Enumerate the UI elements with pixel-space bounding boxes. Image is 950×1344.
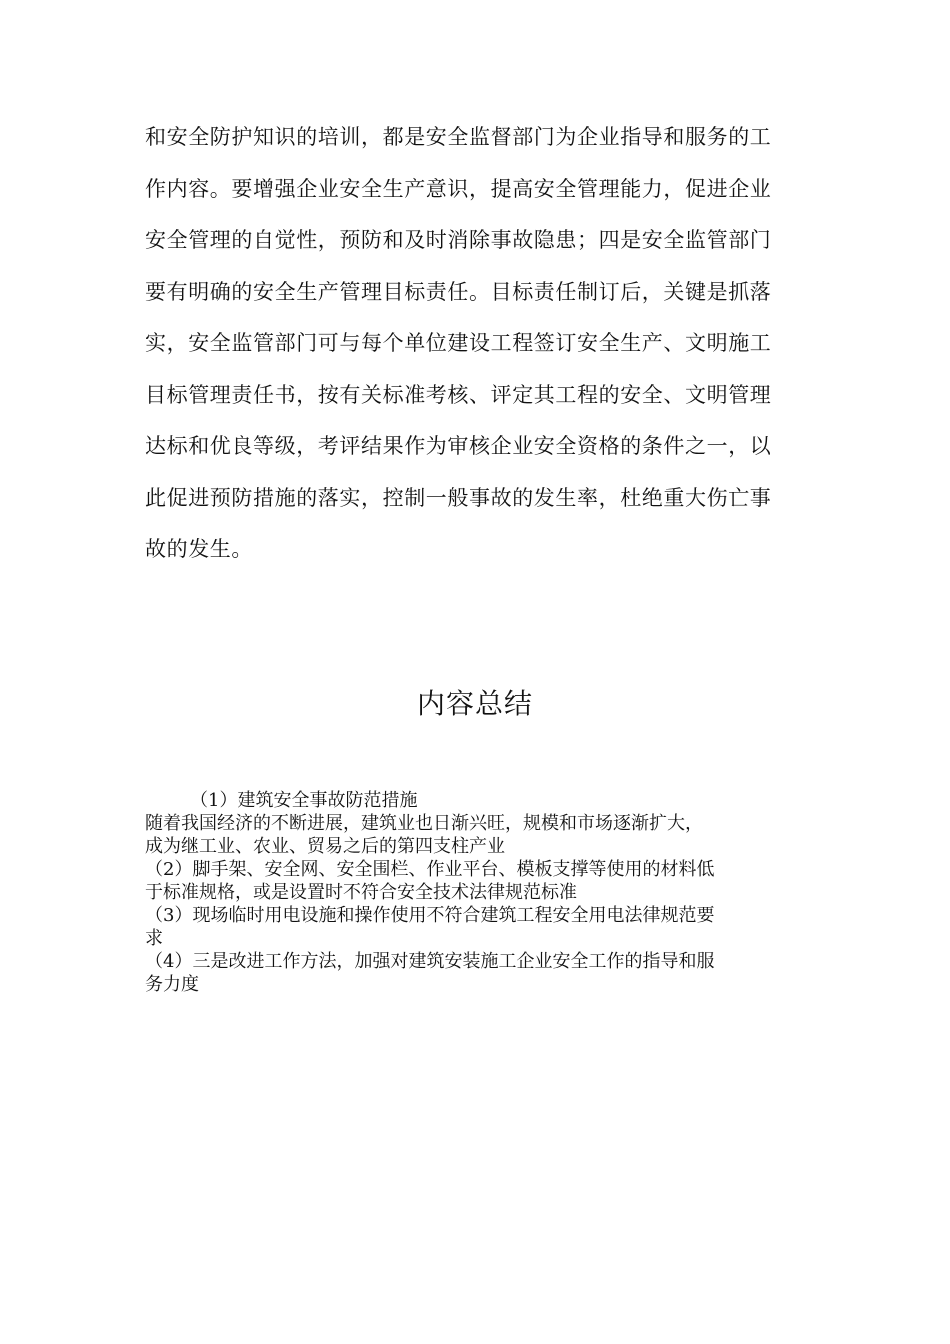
body-line: 此促进预防措施的落实，控制一般事故的发生率，杜绝重大伤亡事 [145,485,772,510]
body-line: 和安全防护知识的培训，都是安全监督部门为企业指导和服务的工 [145,125,772,149]
summary-line: 务力度 [145,974,199,995]
body-line: 达标和优良等级，考评结果作为审核企业安全资格的条件之一，以 [145,434,772,458]
summary-section [145,789,805,996]
body-paragraph [145,112,795,576]
body-line: 实，安全监管部门可与每个单位建设工程签订安全生产、文明施工 [145,331,772,355]
body-line: 要有明确的安全生产管理目标责任。目标责任制订后，关键是抓落 [145,279,772,304]
body-line: 故的发生。 [145,537,253,561]
body-line: 安全管理的自觉性，预防和及时消除事故隐患；四是安全监管部门 [145,228,772,252]
summary-line: （1）建筑安全事故防范措施 [190,790,418,811]
body-line: 作内容。要增强企业安全生产意识，提高安全管理能力，促进企业 [145,176,772,201]
summary-line: 求 [145,928,163,949]
summary-line: 随着我国经济的不断进展，建筑业也日渐兴旺，规模和市场逐渐扩大， [145,813,703,834]
summary-line: （3）现场临时用电设施和操作使用不符合建筑工程安全用电法律规范要 [145,905,715,926]
summary-line: 于标准规格，或是设置时不符合安全技术法律规范标准 [145,882,577,903]
summary-line: 成为继工业、农业、贸易之后的第四支柱产业 [145,836,505,857]
summary-title: 内容总结 [416,687,533,720]
summary-line: （4）三是改进工作方法，加强对建筑安装施工企业安全工作的指导和服 [145,951,715,972]
body-line: 目标管理责任书，按有关标准考核、评定其工程的安全、文明管理 [145,382,772,407]
summary-line: （2）脚手架、安全网、安全围栏、作业平台、模板支撑等使用的材料低 [145,859,715,880]
